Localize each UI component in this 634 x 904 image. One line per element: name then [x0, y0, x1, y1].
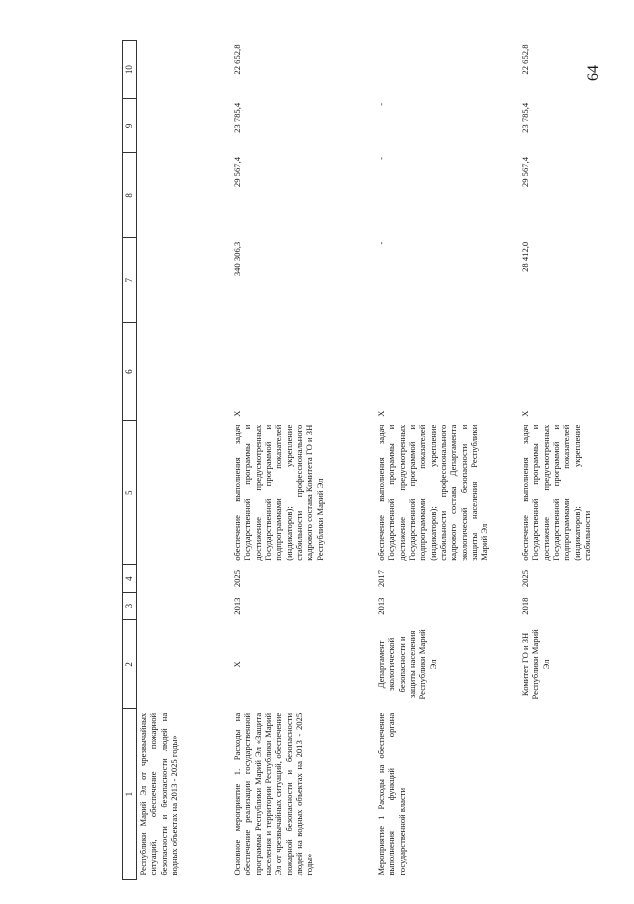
amount-col9-cell: 23 785,4: [232, 102, 242, 133]
column-header-4: 4: [123, 565, 137, 593]
end-year-cell: [137, 565, 232, 593]
executor-cell: Департамент экологической безопасности и защиты населения Республики Марий Эл: [376, 629, 438, 700]
column-header-row: [123, 41, 137, 880]
indicator-link-cell: X: [376, 410, 386, 417]
executor-cell: Комитет ГО и ЗН Республики Марий Эл: [520, 629, 551, 700]
expected-result-cell: обеспечение выполнения задач Государственной программы и достижение предусмотренных Государственной программой и подпрограммами показателей (индикаторов); укрепление стабильности профессионального кадрового состава Комитета ГО и ЗН Республики Марий Эл: [232, 424, 325, 561]
column-header-8: 8: [123, 153, 137, 238]
activity-name: [519, 709, 621, 880]
amount-col7-cell: 28 412,0: [520, 241, 530, 272]
expected-result-cell: [137, 421, 232, 565]
end-year-cell: 2025: [232, 569, 242, 588]
amount-col10-cell: 22 652,8: [232, 44, 242, 75]
amount-col9-cell: 23 785,4: [520, 102, 530, 133]
column-header-2: 2: [123, 620, 137, 709]
table-row: [375, 41, 519, 880]
column-header-3: 3: [123, 592, 137, 620]
column-header-5: 5: [123, 421, 137, 565]
expected-result-cell: обеспечение выполнения задач Государственной программы и достижение предусмотренных Государственной программой и подпрограммами показателей (индикаторов); укрепление стабильности: [520, 424, 592, 561]
amount-col9-cell: [137, 99, 232, 153]
indicator-link-cell: [137, 323, 232, 421]
end-year-cell: 2025: [520, 569, 530, 588]
amount-col8-cell: 29 567,4: [520, 156, 530, 188]
program-name-continuation: Республики Марий Эл от чрезвычайных ситуаций, обеспечение пожарной безопасности и безопасности людей на водных объектах на 2013 - 2025 годы»: [138, 712, 179, 876]
amount-col7-cell: [137, 238, 232, 323]
rotated-table-frame: [122, 40, 592, 880]
start-year-cell: 2013: [376, 597, 386, 615]
column-header-1: 1: [123, 709, 137, 880]
amount-col10-cell: [375, 41, 519, 99]
column-header-6: 6: [123, 323, 137, 421]
amount-col8-cell: [137, 153, 232, 238]
amount-col7-cell: 340 306,3: [232, 241, 242, 277]
indicator-link-cell: X: [232, 410, 242, 417]
amount-col9-cell: -: [376, 102, 386, 106]
amount-col8-cell: -: [376, 156, 386, 160]
start-year-cell: [137, 592, 232, 620]
table-row: [519, 41, 621, 880]
executor-cell: X: [232, 661, 242, 668]
table-row: [137, 41, 232, 880]
activity-name: Мероприятие 1 Расходы на обеспечение выполнения функций органа государственной власти: [376, 712, 407, 876]
start-year-cell: 2018: [520, 597, 530, 615]
main-activity-name: Основное мероприятие 1. Расходы на обеспечение реализации государственной программы Республики Марий Эл «Защита населения и территории Республики Марий Эл от чрезвычайных ситуаций, обеспечение пожарной безопасности и безопасности людей на водных объектах на 2013 - 2025 годы»: [232, 712, 315, 876]
column-header-10: 10: [123, 41, 137, 99]
page-number: 64: [585, 65, 602, 81]
start-year-cell: 2013: [232, 597, 242, 615]
expected-result-cell: обеспечение выполнения задач Государственной программы и достижение предусмотренных Государственной программой и подпрограммами показателей (индикаторов); укрепление стабильности профессионального кадрового состава Департамента экологической безопасности и защиты населения Республики Марий Эл: [376, 424, 490, 561]
amount-col10-cell: 22 652,8: [520, 44, 530, 75]
indicator-link-cell: X: [520, 410, 530, 417]
column-header-9: 9: [123, 99, 137, 153]
amount-col7-cell: -: [376, 241, 386, 245]
executor-cell: [137, 620, 232, 709]
column-header-7: 7: [123, 238, 137, 323]
amount-col10-cell: [137, 41, 232, 99]
program-expenses-table: [122, 40, 621, 880]
table-row: [231, 41, 375, 880]
end-year-cell: 2017: [376, 569, 386, 588]
amount-col8-cell: 29 567,4: [232, 156, 242, 188]
